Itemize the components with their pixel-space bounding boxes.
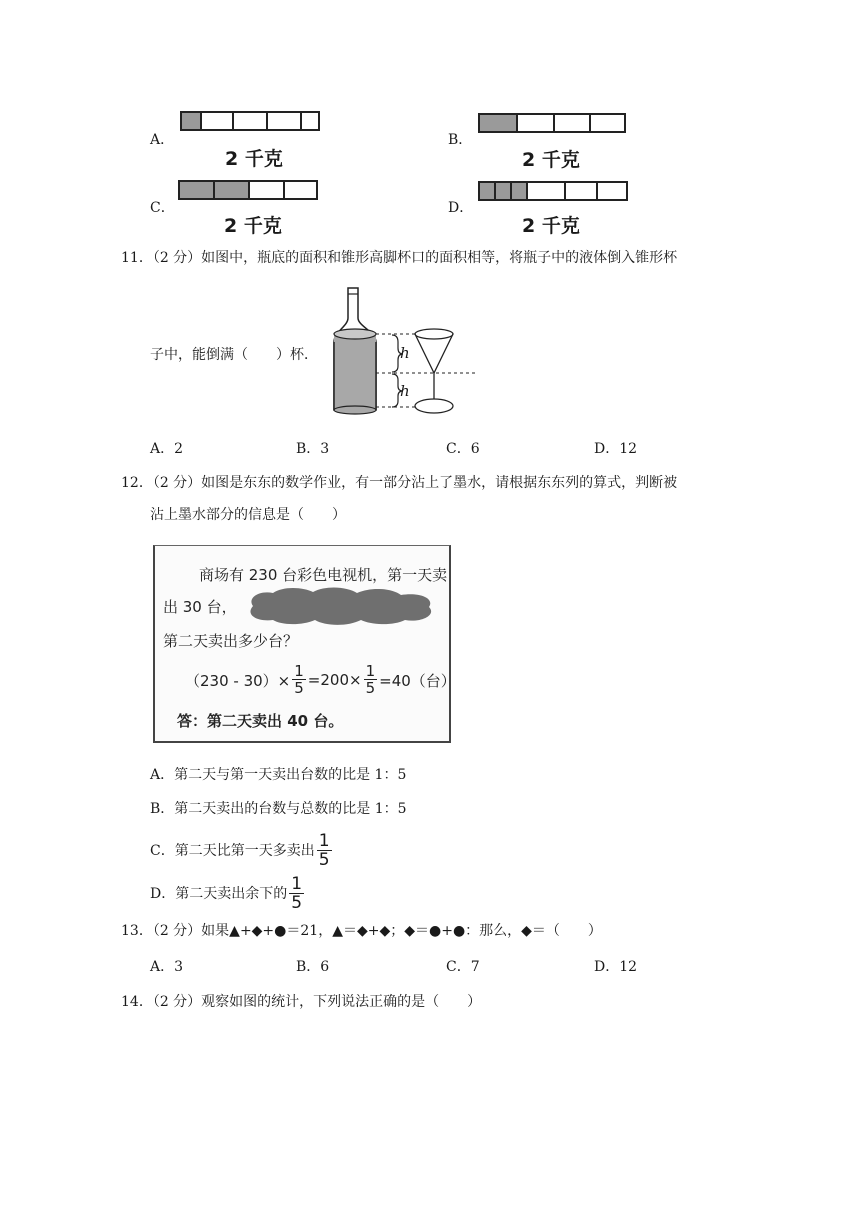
bar-cell — [566, 183, 598, 199]
homework-answer: 答：第二天卖出 40 台。 — [177, 712, 344, 730]
option-text: D．第二天卖出余下的 — [150, 886, 288, 902]
liquid-surface — [334, 329, 376, 339]
bottle-and-goblet-figure — [318, 282, 478, 422]
option-letter: D． — [448, 200, 474, 216]
bar-cell — [598, 183, 626, 199]
homework-line1: 商场有 230 台彩色电视机，第一天卖 — [199, 566, 448, 584]
option-letter: C． — [150, 200, 175, 216]
bar-cell — [518, 115, 555, 131]
goblet-rim — [415, 329, 453, 339]
bar-cell-filled — [215, 182, 250, 198]
option-letter: B． — [448, 132, 473, 148]
q11-option-d: D．12 — [594, 441, 638, 457]
fraction-numerator: 1 — [318, 831, 330, 851]
fraction-denominator: 5 — [294, 679, 304, 697]
bar-label: 2 千克 — [225, 148, 283, 170]
ink-blot-shape — [250, 588, 431, 625]
homework-calculation — [185, 664, 456, 696]
q11-option-b: B．3 — [296, 441, 330, 457]
bar-cell-filled — [512, 183, 528, 199]
bar-cell — [528, 183, 566, 199]
bar-cell — [268, 113, 302, 129]
bar-diagram — [180, 111, 320, 131]
calc-part-b: =200× — [307, 671, 362, 689]
calc-part-a: （230 - 30）× — [185, 671, 291, 690]
bottle-liquid — [334, 334, 376, 410]
height-label-upper: h — [400, 344, 410, 362]
q11-option-a: A．2 — [150, 441, 184, 457]
q13-stem: 13．（2 分）如果▲+◆+●＝21，▲＝◆+◆；◆＝●+●：那么，◆＝（ ） — [121, 923, 602, 939]
option-letter: A． — [150, 132, 175, 148]
fraction-numerator: 1 — [291, 874, 303, 894]
fraction-one-fifth — [364, 664, 378, 696]
bar-cell — [555, 115, 591, 131]
fraction-one-fifth — [317, 833, 332, 869]
goblet-base — [415, 399, 453, 413]
bar-diagram — [478, 181, 628, 201]
q14-stem: 14．（2 分）观察如图的统计，下列说法正确的是（ ） — [121, 994, 482, 1010]
q11-stem-line1: 11．（2 分）如图中，瓶底的面积和锥形高脚杯口的面积相等，将瓶子中的液体倒入锥形杯 — [121, 250, 678, 266]
q12-option-c — [150, 833, 334, 869]
q12-option-d — [150, 876, 306, 912]
fraction-numerator: 1 — [294, 662, 304, 680]
bar-diagram — [478, 113, 626, 133]
bar-cell-filled — [480, 115, 518, 131]
homework-line2: 出 30 台， — [163, 598, 237, 616]
bar-label: 2 千克 — [522, 149, 580, 171]
homework-image — [153, 545, 456, 743]
q12-option-a: A．第二天与第一天卖出台数的比是 1：5 — [150, 767, 407, 783]
bar-cell-filled — [180, 182, 215, 198]
bar-cell — [591, 115, 624, 131]
fraction-one-fifth — [292, 664, 306, 696]
q12-stem-line2: 沾上墨水部分的信息是（ ） — [150, 507, 346, 523]
fraction-denominator: 5 — [365, 679, 376, 697]
fraction-denominator: 5 — [291, 893, 303, 913]
q11-stem-line2: 子中，能倒满（ ）杯． — [150, 347, 318, 363]
goblet-cone — [415, 334, 453, 373]
ink-blot — [243, 584, 439, 628]
q13-option-d: D．12 — [594, 959, 638, 975]
fraction-one-fifth — [289, 876, 304, 912]
q13-option-c: C．7 — [446, 959, 480, 975]
bar-cell-filled — [480, 183, 496, 199]
bar-cell — [302, 113, 318, 129]
bar-label: 2 千克 — [224, 215, 282, 237]
option-text: C．第二天比第一天多卖出 — [150, 843, 315, 859]
q12-option-b: B．第二天卖出的台数与总数的比是 1：5 — [150, 801, 407, 817]
homework-line3: 第二天卖出多少台？ — [163, 632, 299, 650]
bottle-base — [334, 406, 376, 414]
bar-cell-filled — [496, 183, 512, 199]
q13-option-b: B．6 — [296, 959, 330, 975]
fraction-numerator: 1 — [365, 662, 376, 680]
q11-option-c: C．6 — [446, 441, 480, 457]
bar-cell — [234, 113, 268, 129]
fraction-denominator: 5 — [318, 850, 330, 870]
bar-cell — [250, 182, 285, 198]
height-label-lower: h — [400, 382, 410, 400]
q13-option-a: A．3 — [150, 959, 184, 975]
bar-cell-filled — [182, 113, 202, 129]
bar-cell — [285, 182, 316, 198]
calc-part-c: =40（台） — [379, 671, 456, 690]
bar-cell — [202, 113, 234, 129]
q12-stem-line1: 12．（2 分）如图是东东的数学作业，有一部分沾上了墨水，请根据东东列的算式，判断被 — [121, 475, 678, 491]
bar-label: 2 千克 — [522, 215, 580, 237]
bar-diagram — [178, 180, 318, 200]
